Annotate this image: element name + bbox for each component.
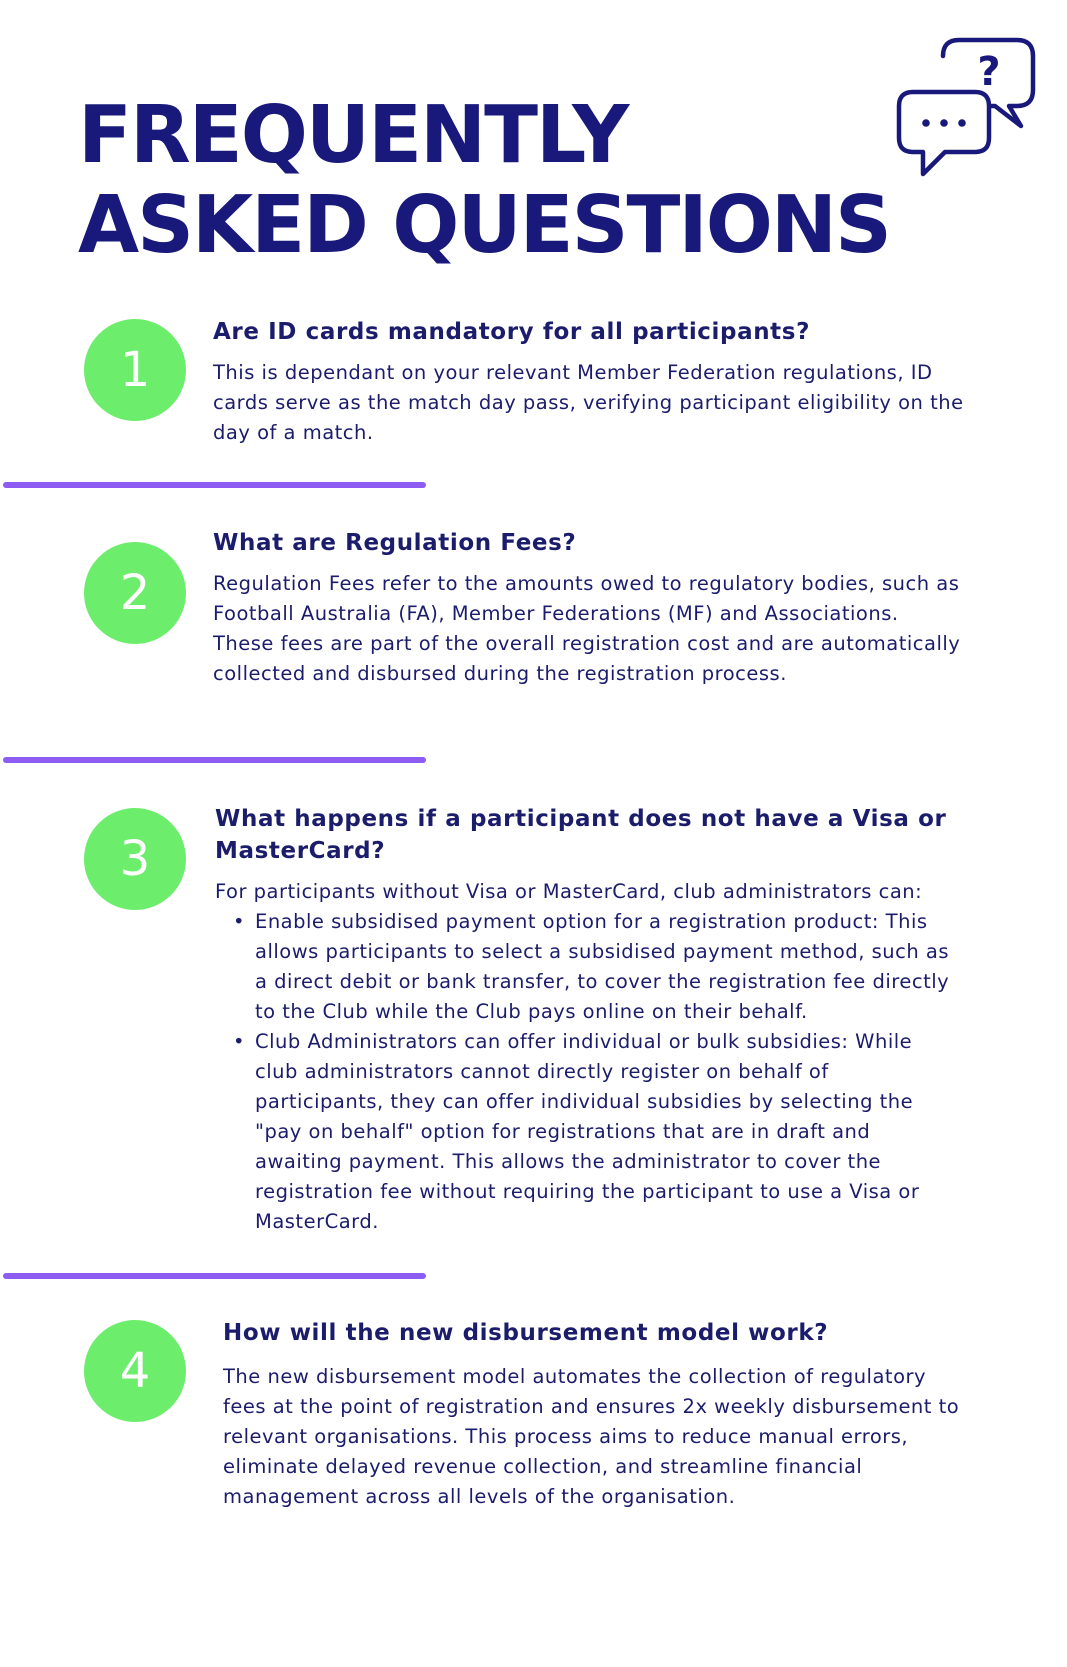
answer-line: cards serve as the match day pass, verifying participant eligibility on the (213, 391, 964, 414)
answer-line: management across all levels of the organisation. (223, 1485, 736, 1508)
faq-number-3: 3 (84, 808, 186, 910)
faq-answer-4 (223, 1362, 1043, 1512)
page-title (78, 90, 890, 270)
bullet-line: a direct debit or bank transfer, to cover the registration fee directly (255, 970, 950, 993)
bullet-line: • Enable subsidised payment option for a registration product: This (255, 910, 928, 933)
bullet-line: MasterCard. (255, 1210, 379, 1233)
bullet-line: participants, they can offer individual subsidies by selecting the (255, 1090, 914, 1113)
bullet-line: registration fee without requiring the participant to use a Visa or (255, 1180, 920, 1203)
list-item (255, 1027, 1035, 1237)
bullet-line: "pay on behalf" option for registrations that are in draft and (255, 1120, 871, 1143)
page-title-line-2: ASKED QUESTIONS (78, 179, 890, 271)
page-title-line-1: FREQUENTLY (78, 89, 628, 181)
answer-line: These fees are part of the overall registration cost and are automatically (213, 632, 961, 655)
list-item (255, 907, 1035, 1027)
answer-intro: For participants without Visa or MasterCard, club administrators can: (215, 880, 923, 903)
bullet-line: to the Club while the Club pays online on their behalf. (255, 1000, 808, 1023)
faq-question-3 (215, 803, 946, 867)
answer-line: Football Australia (FA), Member Federations (MF) and Associations. (213, 602, 899, 625)
section-divider (3, 757, 426, 763)
faq-answer-2 (213, 569, 1033, 689)
question-mark-icon: ? (977, 49, 1001, 95)
faq-number-1: 1 (84, 319, 186, 421)
chat-bubbles-icon (891, 34, 1041, 184)
faq-question-4: How will the new disbursement model work? (223, 1320, 829, 1346)
faq-number-2: 2 (84, 542, 186, 644)
answer-line: collected and disbursed during the registration process. (213, 662, 787, 685)
faq-answer-3 (215, 877, 1035, 1237)
bullet-list (215, 907, 1035, 1237)
bullet-line: • Club Administrators can offer individual or bulk subsidies: While (255, 1030, 913, 1053)
answer-line: relevant organisations. This process aims to reduce manual errors, (223, 1425, 909, 1448)
faq-answer-1 (213, 358, 1033, 448)
question-line: MasterCard? (215, 838, 386, 864)
answer-line: day of a match. (213, 421, 374, 444)
faq-question-2: What are Regulation Fees? (213, 530, 577, 556)
bullet-line: awaiting payment. This allows the administrator to cover the (255, 1150, 882, 1173)
bullet-line: club administrators cannot directly register on behalf of (255, 1060, 829, 1083)
question-line: What happens if a participant does not have a Visa or (215, 806, 947, 832)
bullet-line: allows participants to select a subsidised payment method, such as (255, 940, 949, 963)
section-divider (3, 482, 426, 488)
answer-line: eliminate delayed revenue collection, and streamline financial (223, 1455, 863, 1478)
section-divider (3, 1273, 426, 1279)
front-bubble-icon (899, 92, 989, 174)
answer-line: Regulation Fees refer to the amounts owed to regulatory bodies, such as (213, 572, 960, 595)
answer-line: fees at the point of registration and ensures 2x weekly disbursement to (223, 1395, 960, 1418)
faq-question-1: Are ID cards mandatory for all participants? (213, 319, 811, 345)
faq-number-4: 4 (84, 1320, 186, 1422)
answer-line: This is dependant on your relevant Member Federation regulations, ID (213, 361, 933, 384)
answer-line: The new disbursement model automates the collection of regulatory (223, 1365, 927, 1388)
